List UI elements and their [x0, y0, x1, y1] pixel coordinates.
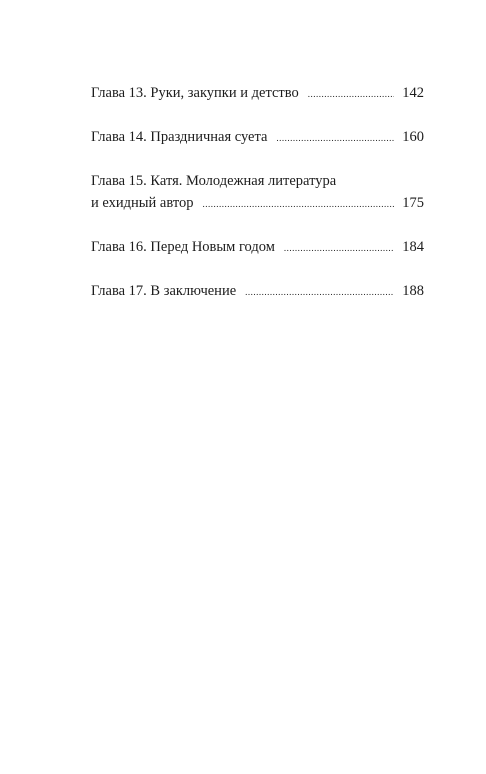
table-of-contents	[91, 82, 424, 324]
dot-leader	[202, 193, 394, 215]
toc-entry-chapter-15	[91, 170, 424, 215]
toc-entry-title-line-2: и ехидный автор	[91, 195, 194, 211]
dot-leader	[308, 83, 394, 105]
toc-entry-page: 142	[402, 85, 424, 101]
toc-entry-chapter-16	[91, 236, 424, 259]
toc-entry-page: 175	[402, 195, 424, 211]
toc-entry-title: Глава 16. Перед Новым годом	[91, 239, 275, 255]
dot-leader	[276, 127, 394, 149]
dot-leader	[284, 237, 394, 259]
toc-entry-chapter-17	[91, 280, 424, 303]
toc-entry-chapter-14	[91, 126, 424, 149]
toc-entry-title: Глава 13. Руки, закупки и детство	[91, 85, 299, 101]
toc-entry-title: Глава 17. В заключение	[91, 283, 237, 299]
toc-entry-chapter-13	[91, 82, 424, 105]
dot-leader	[245, 281, 394, 303]
toc-entry-page: 188	[402, 283, 424, 299]
toc-entry-title: Глава 14. Праздничная суета	[91, 129, 268, 145]
toc-entry-page: 160	[402, 129, 424, 145]
toc-entry-page: 184	[402, 239, 424, 255]
toc-entry-title-line-1: Глава 15. Катя. Молодежная литература	[91, 173, 337, 189]
